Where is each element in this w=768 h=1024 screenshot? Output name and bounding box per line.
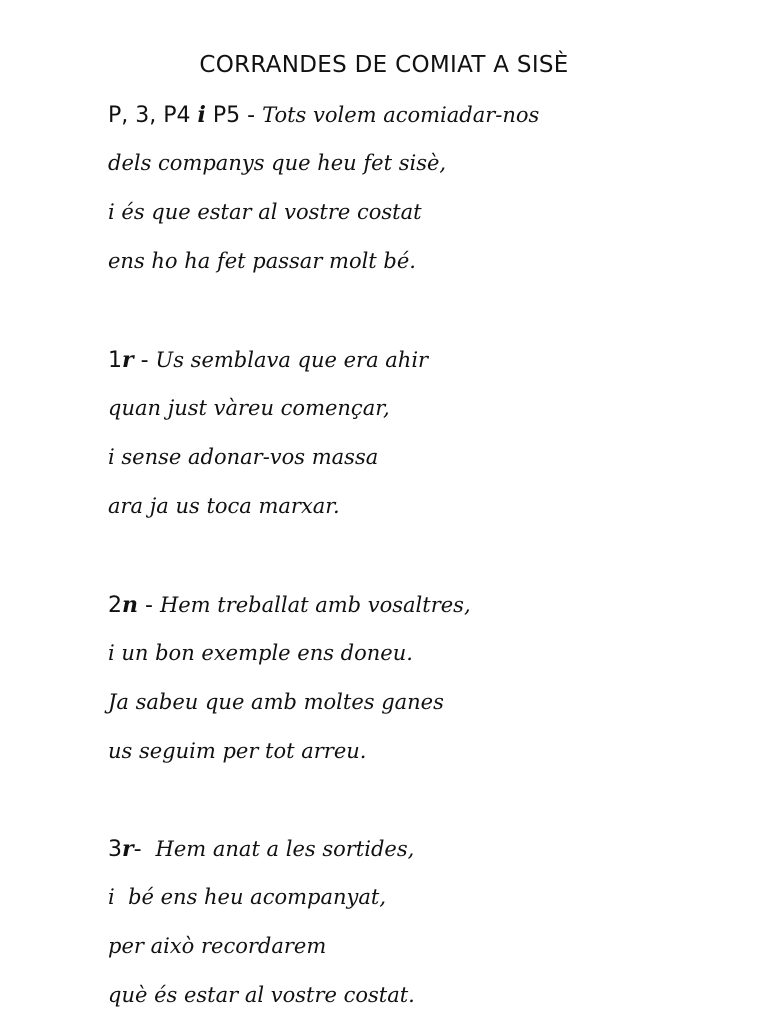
stanza-1-separator: - bbox=[240, 103, 263, 128]
stanza-4-verse-4: què és estar al vostre costat. bbox=[108, 983, 415, 1007]
stanza-2-verse-3: i sense adonar-vos massa bbox=[108, 445, 379, 469]
stanza-2-label-num: 1 bbox=[108, 348, 122, 373]
stanza-4-label bbox=[108, 837, 142, 861]
stanza-3-separator: - bbox=[138, 593, 160, 618]
stanza-2-label-suffix: r bbox=[122, 347, 134, 373]
stanza-2-line-1 bbox=[108, 347, 428, 373]
stanza-2-verse-4: ara ja us toca marxar. bbox=[108, 494, 340, 518]
stanza-4-label-suffix: r bbox=[122, 836, 134, 862]
stanza-1-verse-1: Tots volem acomiadar-nos bbox=[262, 103, 540, 127]
stanza-3-verse-3: Ja sabeu que amb moltes ganes bbox=[108, 690, 444, 714]
stanza-1-label-text: P, 3, P4 bbox=[108, 103, 198, 128]
stanza-4-line-1 bbox=[108, 836, 414, 862]
stanza-1-verse-3: i és que estar al vostre costat bbox=[108, 200, 422, 224]
stanza-4-label-num: 3 bbox=[108, 837, 122, 862]
page-title: CORRANDES DE COMIAT A SISÈ bbox=[199, 52, 569, 78]
stanza-1-line-1 bbox=[108, 102, 539, 128]
stanza-1-verse-2: dels companys que heu fet sisè, bbox=[108, 151, 447, 175]
stanza-4-label-dash: - bbox=[133, 837, 142, 862]
stanza-3-verse-2: i un bon exemple ens doneu. bbox=[108, 641, 413, 665]
stanza-4-verse-1: Hem anat a les sortides, bbox=[155, 837, 415, 861]
stanza-3-label-suffix: n bbox=[122, 592, 138, 618]
stanza-4-verse-3: per això recordarem bbox=[108, 934, 327, 958]
stanza-1-label-tail: P5 bbox=[205, 103, 241, 128]
stanza-2-verse-2: quan just vàreu començar, bbox=[108, 396, 390, 420]
stanza-3-line-1 bbox=[108, 592, 471, 618]
stanza-2-separator: - bbox=[133, 348, 156, 373]
stanza-1-label bbox=[108, 103, 240, 127]
stanza-2-label bbox=[108, 348, 134, 372]
stanza-2-verse-1: Us semblava que era ahir bbox=[155, 348, 429, 372]
stanza-3-verse-4: us seguim per tot arreu. bbox=[108, 739, 367, 763]
stanza-3-verse-1: Hem treballat amb vosaltres, bbox=[159, 593, 471, 617]
stanza-4-separator bbox=[142, 837, 156, 862]
stanza-1-label-conj: i bbox=[197, 102, 206, 128]
stanza-3-label-num: 2 bbox=[108, 593, 122, 618]
stanza-3-label bbox=[108, 593, 138, 617]
stanza-4-verse-2: i bé ens heu acompanyat, bbox=[108, 885, 386, 909]
stanza-1-verse-4: ens ho ha fet passar molt bé. bbox=[108, 249, 416, 273]
